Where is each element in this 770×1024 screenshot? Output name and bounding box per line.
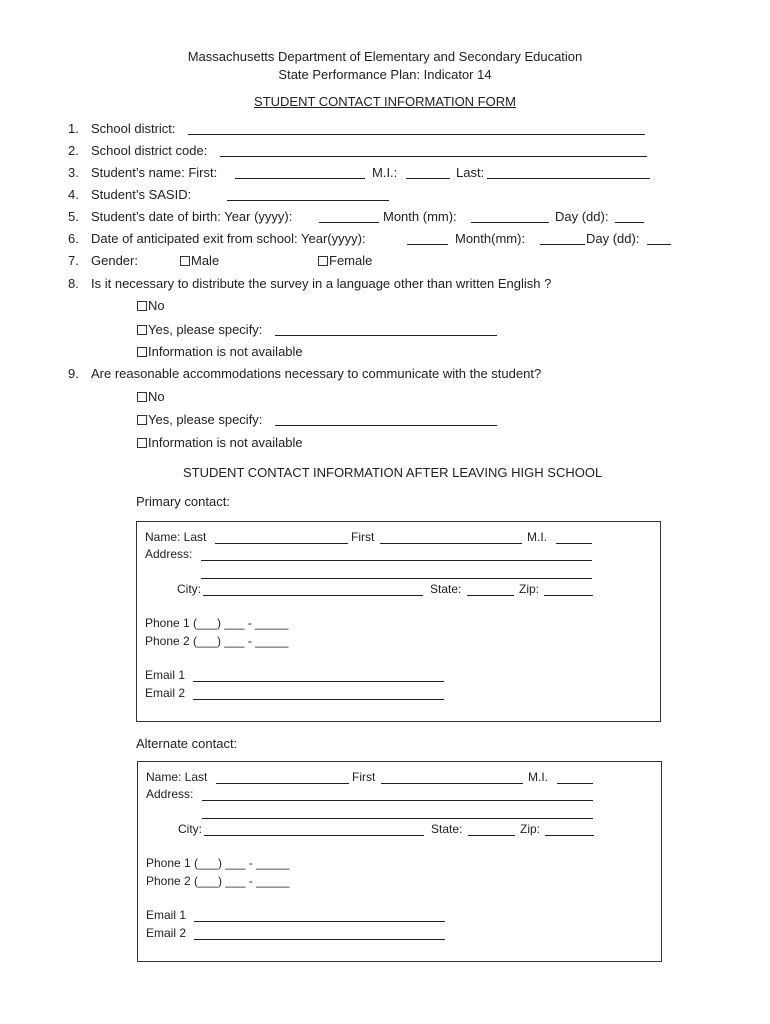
primary-contact-box — [136, 521, 661, 722]
state-label: State: — [430, 582, 462, 596]
accommodations-specify-field[interactable] — [275, 425, 497, 426]
accommodations-question: Are reasonable accommodations necessary to communicate with the student? — [91, 366, 542, 381]
item-number: 4. — [68, 187, 79, 202]
exit-month-label: Month(mm): — [455, 231, 526, 246]
phone1-field[interactable]: Phone 1 (___) ___ - _____ — [146, 856, 290, 870]
sasid-label: Student’s SASID: — [91, 187, 192, 202]
alternate-contact-box — [137, 761, 662, 962]
checkbox-icon[interactable] — [137, 325, 147, 335]
address-label: Address: — [146, 787, 194, 801]
state-field[interactable] — [467, 595, 514, 596]
address-label: Address: — [145, 547, 193, 561]
language-specify-field[interactable] — [275, 335, 497, 336]
address-line2-field[interactable] — [202, 818, 593, 819]
language-yes-option[interactable]: Yes, please specify: — [137, 322, 262, 338]
city-label: City: — [177, 582, 201, 596]
first-name-field[interactable] — [235, 178, 365, 179]
mi-label: M.I. — [528, 770, 548, 784]
last-name-field[interactable] — [487, 178, 650, 179]
agency-title: Massachusetts Department of Elementary and Secondary Education — [187, 49, 583, 64]
city-label: City: — [178, 822, 202, 836]
language-question: Is it necessary to distribute the survey in a language other than written English ? — [91, 276, 552, 291]
item-number: 8. — [68, 276, 79, 291]
email2-label: Email 2 — [145, 686, 186, 700]
section-title: STUDENT CONTACT INFORMATION AFTER LEAVING HIGH SCHOOL — [183, 465, 603, 480]
state-field[interactable] — [468, 835, 515, 836]
phone1-field[interactable]: Phone 1 (___) ___ - _____ — [145, 616, 289, 630]
zip-field[interactable] — [545, 835, 594, 836]
checkbox-icon[interactable] — [137, 392, 147, 402]
checkbox-icon[interactable] — [137, 301, 147, 311]
school-district-code-label: School district code: — [91, 143, 208, 158]
dob-year-field[interactable] — [319, 222, 379, 223]
checkbox-icon[interactable] — [137, 415, 147, 425]
item-number: 3. — [68, 165, 79, 180]
dob-year-label: Student’s date of birth: Year (yyyy): — [91, 209, 293, 224]
city-field[interactable] — [204, 835, 424, 836]
gender-male-option[interactable]: Male — [180, 253, 219, 269]
contact-last-field[interactable] — [216, 783, 349, 784]
zip-label: Zip: — [519, 582, 540, 596]
first-label: First — [352, 770, 376, 784]
item-number: 1. — [68, 121, 79, 136]
language-no-option[interactable]: No — [137, 298, 165, 314]
plan-title: State Performance Plan: Indicator 14 — [278, 67, 492, 82]
phone2-field[interactable]: Phone 2 (___) ___ - _____ — [145, 634, 289, 648]
item-number: 2. — [68, 143, 79, 158]
city-field[interactable] — [203, 595, 423, 596]
exit-month-field[interactable] — [540, 244, 585, 245]
contact-first-field[interactable] — [381, 783, 523, 784]
item-number: 5. — [68, 209, 79, 224]
alternate-contact-label: Alternate contact: — [136, 736, 238, 751]
checkbox-icon[interactable] — [137, 438, 147, 448]
email1-label: Email 1 — [146, 908, 187, 922]
last-name-label: Last: — [456, 165, 485, 180]
contact-mi-field[interactable] — [557, 783, 593, 784]
phone2-field[interactable]: Phone 2 (___) ___ - _____ — [146, 874, 290, 888]
mi-label: M.I. — [527, 530, 547, 544]
address-line2-field[interactable] — [201, 578, 592, 579]
accommodations-yes-option[interactable]: Yes, please specify: — [137, 412, 262, 428]
exit-day-label: Day (dd): — [586, 231, 640, 246]
primary-contact-label: Primary contact: — [136, 494, 230, 509]
contact-first-field[interactable] — [380, 543, 522, 544]
email1-field[interactable] — [194, 921, 445, 922]
student-name-label: Student’s name: First: — [91, 165, 218, 180]
dob-month-field[interactable] — [471, 222, 549, 223]
exit-day-field[interactable] — [647, 244, 671, 245]
mi-field[interactable] — [406, 178, 450, 179]
school-district-label: School district: — [91, 121, 176, 136]
name-last-label: Name: Last — [146, 770, 208, 784]
zip-field[interactable] — [544, 595, 593, 596]
first-label: First — [351, 530, 375, 544]
email1-label: Email 1 — [145, 668, 186, 682]
email2-field[interactable] — [194, 939, 445, 940]
name-last-label: Name: Last — [145, 530, 207, 544]
contact-mi-field[interactable] — [556, 543, 592, 544]
gender-label: Gender: — [91, 253, 138, 268]
email2-label: Email 2 — [146, 926, 187, 940]
checkbox-icon[interactable] — [180, 256, 190, 266]
address-line1-field[interactable] — [202, 800, 593, 801]
checkbox-icon[interactable] — [318, 256, 328, 266]
dob-month-label: Month (mm): — [383, 209, 457, 224]
mi-label: M.I.: — [372, 165, 398, 180]
form-title: STUDENT CONTACT INFORMATION FORM — [254, 94, 516, 109]
accommodations-no-option[interactable]: No — [137, 389, 165, 405]
item-number: 7. — [68, 253, 79, 268]
contact-last-field[interactable] — [215, 543, 348, 544]
checkbox-icon[interactable] — [137, 347, 147, 357]
sasid-field[interactable] — [227, 200, 389, 201]
zip-label: Zip: — [520, 822, 541, 836]
exit-year-field[interactable] — [407, 244, 448, 245]
address-line1-field[interactable] — [201, 560, 592, 561]
state-label: State: — [431, 822, 463, 836]
language-na-option[interactable]: Information is not available — [137, 344, 303, 360]
school-district-field[interactable] — [188, 134, 645, 135]
school-district-code-field[interactable] — [220, 156, 647, 157]
email1-field[interactable] — [193, 681, 444, 682]
item-number: 9. — [68, 366, 79, 381]
gender-female-option[interactable]: Female — [318, 253, 372, 269]
email2-field[interactable] — [193, 699, 444, 700]
accommodations-na-option[interactable]: Information is not available — [137, 435, 303, 451]
dob-day-label: Day (dd): — [555, 209, 609, 224]
exit-year-label: Date of anticipated exit from school: Year(yyyy): — [91, 231, 366, 246]
dob-day-field[interactable] — [615, 222, 644, 223]
item-number: 6. — [68, 231, 79, 246]
